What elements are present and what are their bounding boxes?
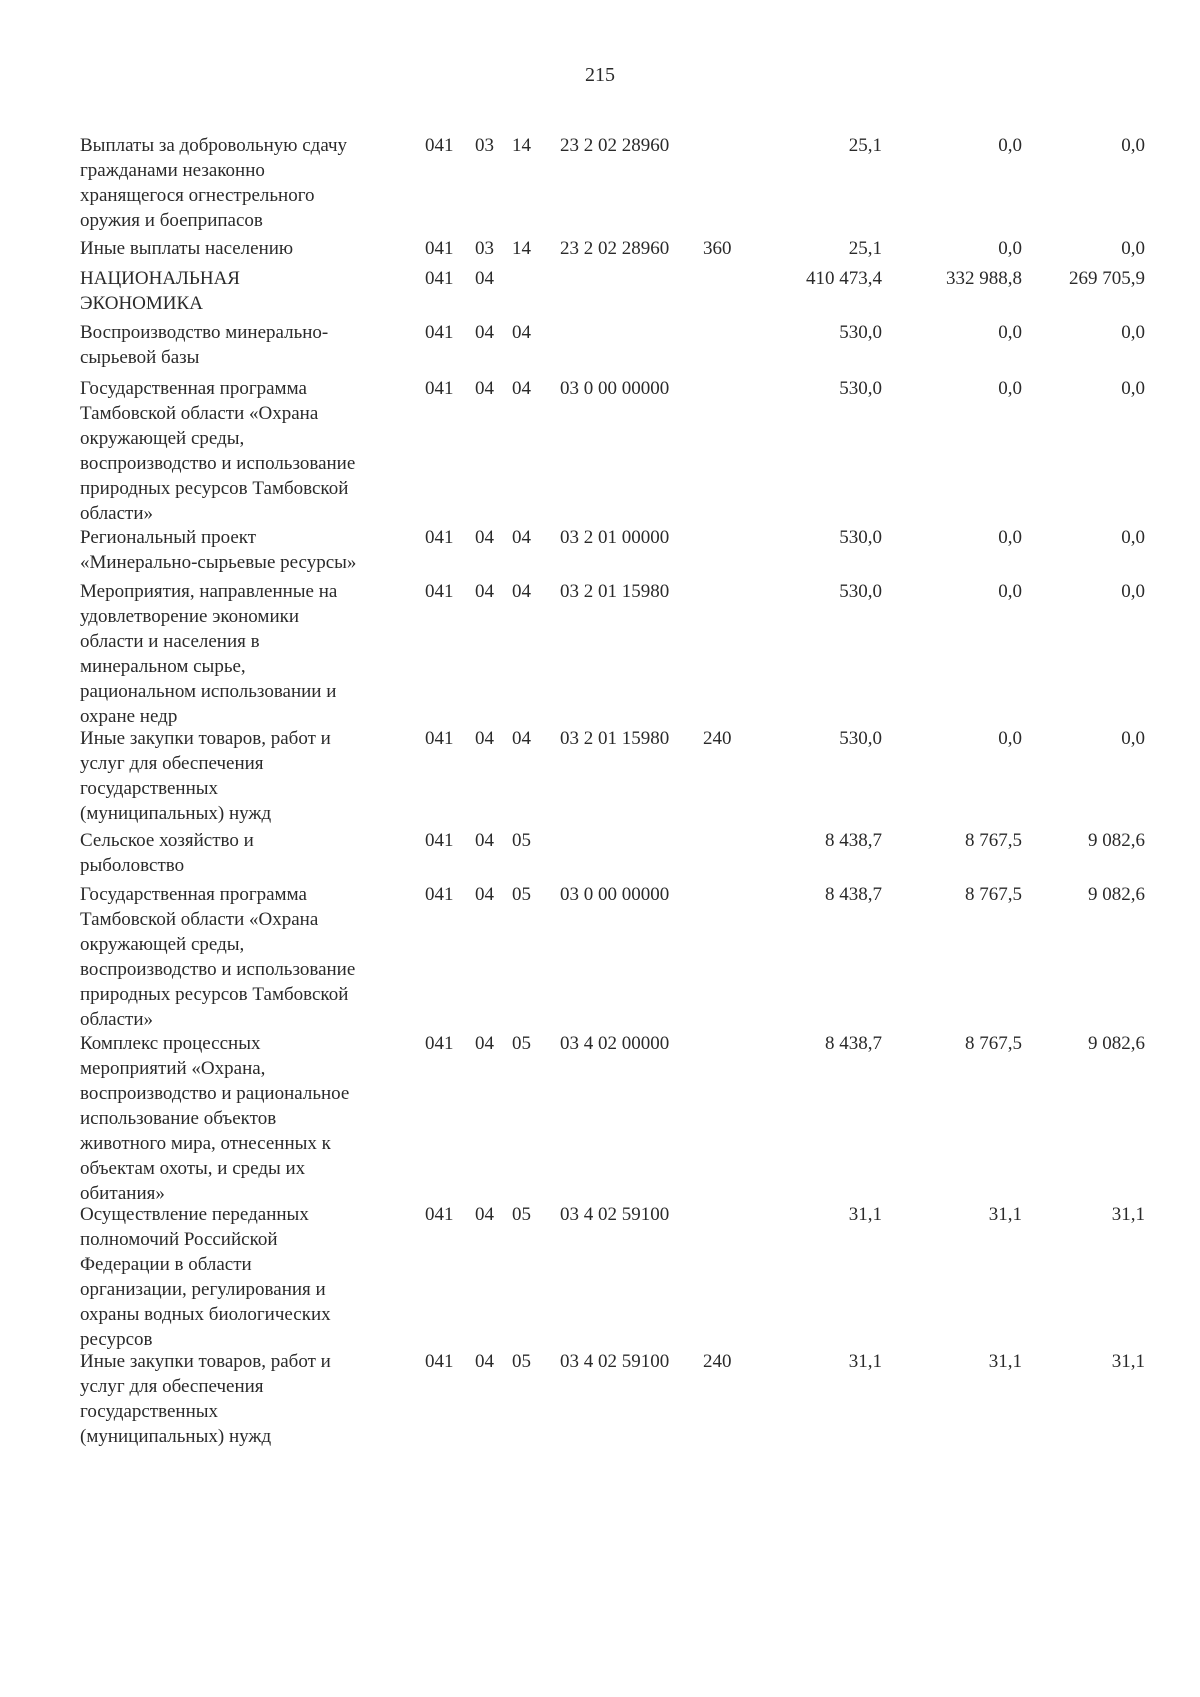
row-name [80,320,420,370]
row-name-line: воспроизводство и использование [80,959,356,980]
cell-s3: 0,0 [1121,378,1145,399]
cell-s2: 31,1 [988,1351,1022,1372]
row-name [80,828,420,878]
cell-s1: 25,1 [848,135,882,156]
cell-s1: 530,0 [839,728,882,749]
row-name-line: рациональном использовании и [80,681,337,702]
cell-razdel: 04 [475,581,494,602]
row-name-line: воспроизводство и рациональное [80,1083,350,1104]
cell-s2: 0,0 [998,728,1022,749]
cell-s2: 8 767,5 [965,830,1022,851]
cell-csr: 03 2 01 00000 [560,527,670,548]
cell-s3: 0,0 [1121,322,1145,343]
cell-s3: 0,0 [1121,135,1145,156]
cell-razdel: 04 [475,1033,494,1054]
row-name-line: природных ресурсов Тамбовской [80,984,349,1005]
cell-s1: 410 473,4 [806,268,882,289]
cell-podr: 05 [512,830,531,851]
row-name-line: рыболовство [80,855,185,876]
cell-podr: 04 [512,322,531,343]
cell-vr: 240 [703,728,732,749]
cell-csr: 03 4 02 00000 [560,1033,670,1054]
row-name-line: Сельское хозяйство и [80,830,254,851]
cell-s3: 269 705,9 [1069,268,1145,289]
cell-org: 041 [425,135,454,156]
cell-s2: 0,0 [998,238,1022,259]
cell-s3: 31,1 [1111,1351,1145,1372]
row-name-line: Тамбовской области «Охрана [80,909,319,930]
cell-s1: 530,0 [839,527,882,548]
cell-podr: 14 [512,135,531,156]
cell-s1: 8 438,7 [825,884,882,905]
cell-razdel: 04 [475,527,494,548]
row-name [80,1349,420,1449]
row-name-line: животного мира, отнесенных к [80,1133,331,1154]
cell-s1: 31,1 [848,1351,882,1372]
cell-s2: 8 767,5 [965,884,1022,905]
row-name-line: организации, регулирования и [80,1279,326,1300]
row-name-line: Воспроизводство минерально- [80,322,329,343]
cell-razdel: 04 [475,1351,494,1372]
cell-podr: 14 [512,238,531,259]
cell-razdel: 04 [475,728,494,749]
cell-razdel: 03 [475,238,494,259]
row-name-line: Региональный проект [80,527,257,548]
row-name [80,1031,420,1206]
row-name-line: области» [80,1009,154,1030]
row-name-line: сырьевой базы [80,347,200,368]
row-name-line: окружающей среды, [80,428,245,449]
cell-s1: 8 438,7 [825,1033,882,1054]
cell-s3: 9 082,6 [1088,1033,1145,1054]
row-name-line: НАЦИОНАЛЬНАЯ [80,268,240,289]
cell-csr: 03 0 00 00000 [560,884,670,905]
cell-s3: 9 082,6 [1088,830,1145,851]
cell-org: 041 [425,1033,454,1054]
row-name [80,1202,420,1352]
cell-s2: 0,0 [998,581,1022,602]
row-name-line: ЭКОНОМИКА [80,293,203,314]
cell-podr: 04 [512,378,531,399]
cell-s2: 0,0 [998,378,1022,399]
cell-s2: 0,0 [998,135,1022,156]
row-name-line: Иные выплаты населению [80,238,294,259]
row-name-line: оружия и боеприпасов [80,210,263,231]
page-number: 215 [585,64,615,86]
row-name-line: области и населения в [80,631,260,652]
cell-podr: 05 [512,1204,531,1225]
row-name [80,133,420,233]
cell-org: 041 [425,238,454,259]
row-name [80,882,420,1032]
cell-s1: 530,0 [839,378,882,399]
row-name [80,525,420,575]
cell-vr: 360 [703,238,732,259]
row-name-line: Государственная программа [80,378,307,399]
cell-s3: 0,0 [1121,728,1145,749]
cell-s1: 530,0 [839,322,882,343]
cell-s3: 9 082,6 [1088,884,1145,905]
cell-s3: 0,0 [1121,527,1145,548]
cell-s3: 0,0 [1121,581,1145,602]
cell-s3: 0,0 [1121,238,1145,259]
cell-csr: 23 2 02 28960 [560,238,670,259]
row-name-line: государственных [80,778,219,799]
cell-org: 041 [425,322,454,343]
cell-org: 041 [425,581,454,602]
cell-csr: 03 4 02 59100 [560,1351,670,1372]
cell-org: 041 [425,378,454,399]
row-name-line: государственных [80,1401,219,1422]
row-name-line: «Минерально-сырьевые ресурсы» [80,552,357,573]
cell-csr: 03 2 01 15980 [560,581,670,602]
cell-s1: 25,1 [848,238,882,259]
row-name-line: (муниципальных) нужд [80,803,272,824]
row-name [80,266,420,316]
row-name-line: Тамбовской области «Охрана [80,403,319,424]
row-name [80,579,420,729]
cell-org: 041 [425,830,454,851]
cell-s2: 0,0 [998,322,1022,343]
row-name-line: Осуществление переданных [80,1204,309,1225]
row-name [80,376,420,526]
cell-razdel: 04 [475,1204,494,1225]
row-name-line: удовлетворение экономики [80,606,300,627]
row-name [80,236,420,261]
row-name-line: гражданами незаконно [80,160,265,181]
row-name-line: использование объектов [80,1108,277,1129]
row-name-line: услуг для обеспечения [80,1376,264,1397]
row-name-line: Комплекс процессных [80,1033,261,1054]
row-name-line: окружающей среды, [80,934,245,955]
cell-org: 041 [425,728,454,749]
row-name-line: Выплаты за добровольную сдачу [80,135,348,156]
row-name-line: области» [80,503,154,524]
row-name-line: объектам охоты, и среды их [80,1158,306,1179]
cell-podr: 05 [512,1351,531,1372]
cell-org: 041 [425,268,454,289]
cell-s2: 0,0 [998,527,1022,548]
cell-podr: 04 [512,527,531,548]
row-name-line: Иные закупки товаров, работ и [80,728,331,749]
row-name-line: Федерации в области [80,1254,252,1275]
row-name-line: природных ресурсов Тамбовской [80,478,349,499]
cell-razdel: 04 [475,322,494,343]
cell-podr: 05 [512,1033,531,1054]
row-name-line: Мероприятия, направленные на [80,581,338,602]
cell-csr: 03 2 01 15980 [560,728,670,749]
cell-csr: 03 4 02 59100 [560,1204,670,1225]
cell-s2: 8 767,5 [965,1033,1022,1054]
cell-s3: 31,1 [1111,1204,1145,1225]
row-name-line: Государственная программа [80,884,307,905]
cell-s1: 530,0 [839,581,882,602]
cell-podr: 04 [512,581,531,602]
cell-org: 041 [425,884,454,905]
cell-razdel: 04 [475,830,494,851]
cell-s2: 332 988,8 [946,268,1022,289]
row-name-line: охраны водных биологических [80,1304,331,1325]
row-name-line: мероприятий «Охрана, [80,1058,266,1079]
row-name-line: полномочий Российской [80,1229,278,1250]
row-name-line: (муниципальных) нужд [80,1426,272,1447]
row-name-line: минеральном сырье, [80,656,246,677]
row-name-line: воспроизводство и использование [80,453,356,474]
row-name-line: хранящегося огнестрельного [80,185,315,206]
cell-csr: 23 2 02 28960 [560,135,670,156]
cell-org: 041 [425,1351,454,1372]
cell-razdel: 04 [475,378,494,399]
row-name-line: Иные закупки товаров, работ и [80,1351,331,1372]
row-name [80,726,420,826]
row-name-line: услуг для обеспечения [80,753,264,774]
cell-org: 041 [425,527,454,548]
cell-s2: 31,1 [988,1204,1022,1225]
cell-podr: 05 [512,884,531,905]
cell-razdel: 03 [475,135,494,156]
row-name-line: охране недр [80,706,178,727]
cell-vr: 240 [703,1351,732,1372]
cell-csr: 03 0 00 00000 [560,378,670,399]
cell-razdel: 04 [475,268,494,289]
cell-razdel: 04 [475,884,494,905]
row-name-line: обитания» [80,1183,165,1204]
row-name-line: ресурсов [80,1329,153,1350]
cell-s1: 31,1 [848,1204,882,1225]
cell-s1: 8 438,7 [825,830,882,851]
cell-podr: 04 [512,728,531,749]
cell-org: 041 [425,1204,454,1225]
